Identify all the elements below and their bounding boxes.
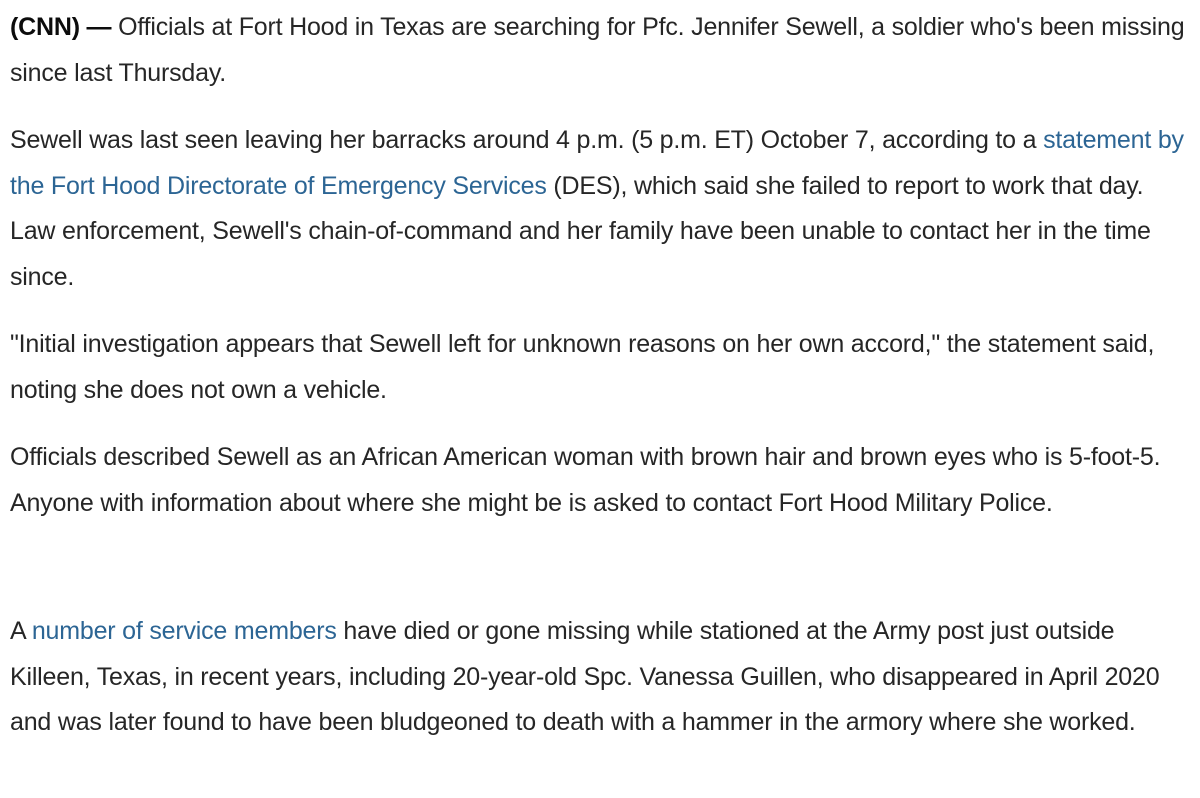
des-statement-link[interactable]: statement by the Fort Hood Directorate of Emergency Services bbox=[10, 126, 1184, 200]
paragraph-service-members-text-before: A bbox=[10, 617, 32, 645]
paragraph-service-members-text-after: have died or gone missing while stationed at the Army post just outside Killeen, Texas, in recent years, including 20-year-old Spc. Vanessa Guillen, who disappeared in April 2020 and was later found to have been bludgeoned to death with a hammer in the armory where she worked. bbox=[10, 617, 1160, 736]
paragraph-description-text: Officials described Sewell as an African American woman with brown hair and brown eyes who is 5-foot-5. Anyone with information about where she might be is asked to contact Fort Hood Military Police. bbox=[10, 443, 1161, 517]
dateline: (CNN) — bbox=[10, 13, 112, 41]
paragraph-last-seen-text-before: Sewell was last seen leaving her barracks around 4 p.m. (5 p.m. ET) October 7, according to a bbox=[10, 126, 1044, 154]
service-members-link[interactable]: number of service members bbox=[31, 617, 337, 645]
paragraph-intro-text: Officials at Fort Hood in Texas are searching for Pfc. Jennifer Sewell, a soldier who's been missing since last Thursday. bbox=[10, 13, 1185, 87]
paragraph-investigation-quote bbox=[10, 322, 1195, 413]
paragraph-description bbox=[10, 435, 1195, 526]
paragraph-service-members bbox=[10, 609, 1195, 746]
paragraph-last-seen-text-after: (DES), which said she failed to report to work that day. Law enforcement, Sewell's chain-of-command and her family have been unable to contact her in the time since. bbox=[10, 171, 1151, 291]
paragraph-intro bbox=[10, 5, 1195, 96]
paragraph-investigation-quote-text: "Initial investigation appears that Sewell left for unknown reasons on her own accord," the statement said, noting she does not own a vehicle. bbox=[10, 330, 1155, 404]
paragraph-last-seen bbox=[10, 118, 1195, 300]
